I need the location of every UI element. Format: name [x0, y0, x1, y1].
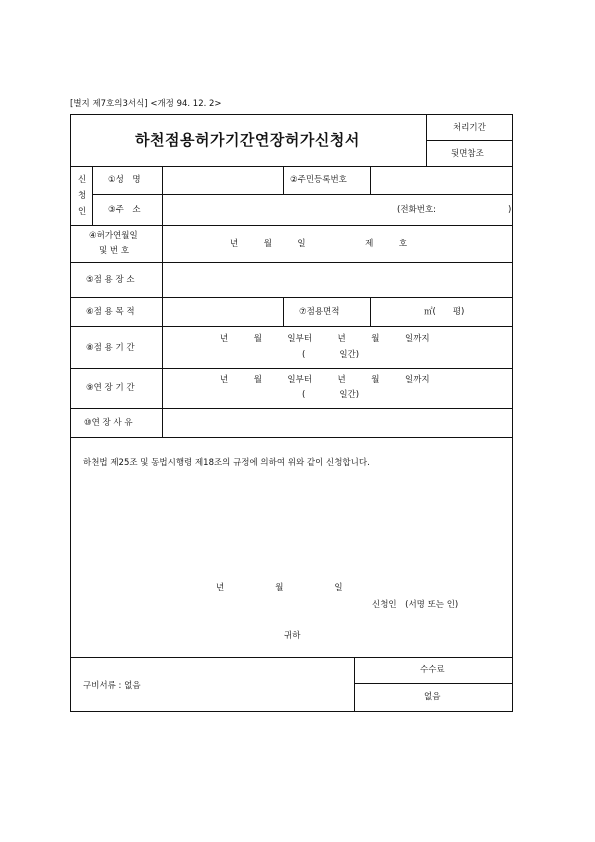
divider [92, 194, 513, 195]
divider [92, 166, 93, 225]
divider [370, 166, 371, 194]
occupancy-purpose-label: ⑥점 용 목 적 [86, 307, 135, 317]
divider [70, 368, 513, 369]
occupancy-area-label: ⑦점용면적 [299, 307, 340, 317]
occupancy-area-unit: ㎡( 평) [424, 307, 465, 317]
divider [426, 140, 513, 141]
form-frame [70, 114, 513, 712]
divider [370, 297, 371, 326]
divider [70, 225, 513, 226]
divider [70, 437, 513, 438]
form-number-note: [별지 제7호의3서식] <개정 94. 12. 2> [70, 99, 222, 109]
address-label: ③주 소 [108, 205, 141, 215]
name-label: ①성 명 [108, 175, 141, 185]
processing-period-label: 처리기간 [453, 123, 486, 133]
applicant-group-label: 인 [78, 207, 87, 217]
fee-value: 없음 [424, 692, 441, 702]
applicant-group-label: 청 [78, 191, 87, 201]
phone-close: ) [508, 205, 512, 215]
occupancy-period-label: ⑧점 용 기 간 [86, 343, 135, 353]
processing-period-value: 뒷면참조 [451, 149, 484, 159]
divider [70, 326, 513, 327]
divider [283, 297, 284, 326]
extension-period-days: ( 일간) [302, 390, 360, 400]
divider [354, 657, 355, 712]
fee-label: 수수료 [420, 665, 445, 675]
required-documents: 구비서류 : 없음 [83, 681, 141, 691]
occupancy-period-days: ( 일간) [302, 350, 360, 360]
extension-period-value: 년 월 일부터 년 월 일까지 [220, 375, 430, 385]
signature-date: 년 월 일 [216, 583, 343, 593]
extension-period-label: ⑨연 장 기 간 [86, 383, 135, 393]
applicant-signature: 신청인 (서명 또는 인) [372, 600, 459, 610]
divider [70, 408, 513, 409]
applicant-group-label: 신 [78, 175, 87, 185]
phone-label: (전화번호: [397, 205, 437, 215]
form-title: 하천점용허가기간연장허가신청서 [135, 131, 360, 149]
application-statement: 하천법 제25조 및 동법시행령 제18조의 규정에 의하여 위와 같이 신청합니다. [83, 458, 370, 468]
permit-date-value: 년 월 일 제 호 [230, 239, 408, 249]
divider [162, 166, 163, 437]
permit-date-label: ④허가연월일 [89, 231, 138, 241]
occupancy-place-label: ⑤점 용 장 소 [86, 275, 135, 285]
divider [70, 297, 513, 298]
divider [70, 166, 513, 167]
permit-date-label: 및 번 호 [99, 246, 130, 256]
occupancy-period-value: 년 월 일부터 년 월 일까지 [220, 334, 430, 344]
resident-number-label: ②주민등록번호 [290, 175, 347, 185]
addressee: 귀하 [284, 631, 301, 641]
extension-reason-label: ⑩연 장 사 유 [84, 418, 133, 428]
divider [70, 262, 513, 263]
divider [70, 657, 513, 658]
divider [283, 166, 284, 194]
divider [354, 683, 513, 684]
